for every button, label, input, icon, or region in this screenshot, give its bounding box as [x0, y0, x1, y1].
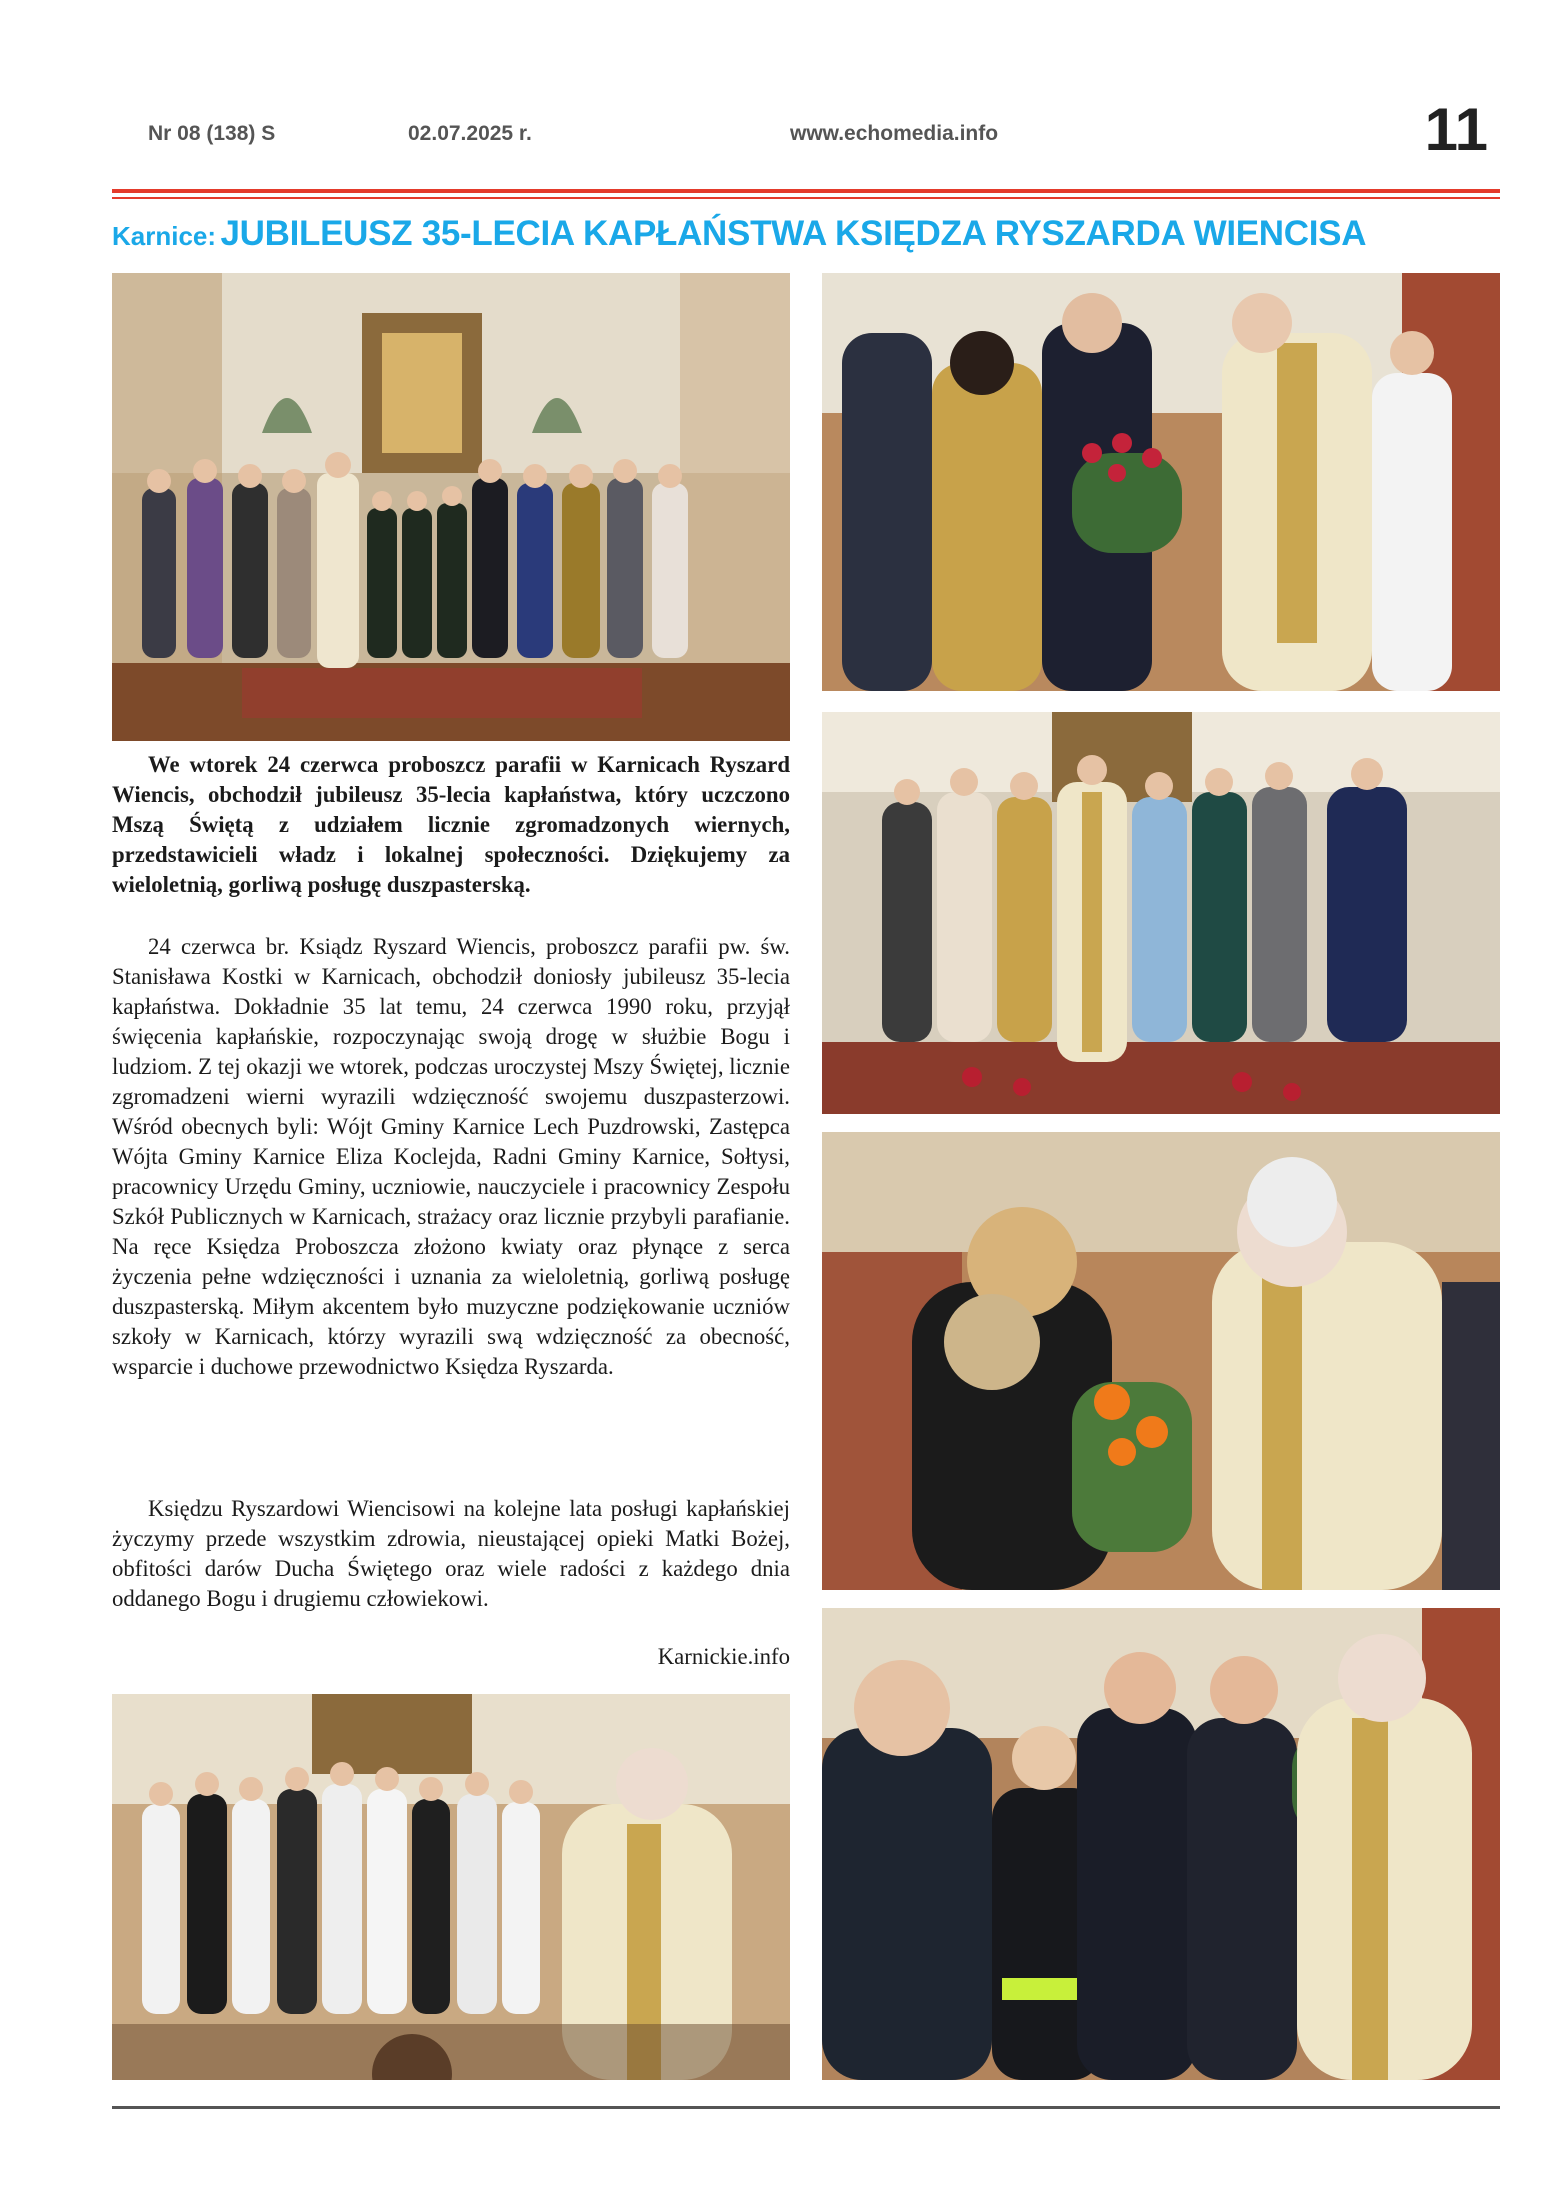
article-headline: [112, 214, 1512, 254]
photo-group-at-altar: [822, 712, 1500, 1114]
lead-paragraph: We wtorek 24 czerwca proboszcz parafii w Karnicach Ryszard Wiencis, obchodził jubileusz 35-lecia kapłaństwa, który uczczono Mszą Świętą z udziałem licznie zgromadzonych wiernych, przedstawicieli władz i lokalnej społeczności. Dziękujemy za wieloletnią, gorliwą posługę duszpasterską.: [112, 752, 790, 897]
body-paragraph-1: 24 czerwca br. Ksiądz Ryszard Wiencis, proboszcz parafii pw. św. Stanisława Kostki w Karnicach, obchodził doniosły jubileusz 35-lecia kapłaństwa. Dokładnie 35 lat temu, 24 czerwca 1990 roku, przyjął święcenia kapłańskie, rozpoczynając swoją drogę w służbie Bogu i ludziom. Z tej okazji we wtorek, podczas uroczystej Mszy Świętej, licznie zgromadzeni wierni wyrazili wdzięczność swojemu duszpasterzowi. Wśród obecnych byli: Wójt Gminy Karnice Lech Puzdrowski, Zastępca Wójta Gminy Karnice Eliza Koclejda, Radni Gminy Karnice, Sołtysi, pracownicy Urzędu Gminy, uczniowie, nauczyciele i pracownicy Zespołu Szkół Publicznych w Karnicach, strażacy oraz licznie przybyli parafianie. Na ręce Księdza Proboszcza złożono kwiaty oraz płynące z serca życzenia pełne wdzięczności i uznania za wieloletnią, gorliwą posługę duszpasterską. Miłym akcentem było muzyczne podziękowanie uczniów szkoły w Karnicach, którzy wyrazili swą wdzięczność za obecność, wsparcie i duchowe przewodnictwo Księdza Ryszarda.: [112, 934, 790, 1379]
photo-students-singing: [112, 1694, 790, 2080]
page-number: 11: [1424, 96, 1488, 163]
issue-number: Nr 08 (138) S: [148, 122, 276, 145]
photo-flowers-presentation: [822, 273, 1500, 691]
photo-group-in-church: [112, 273, 790, 741]
article-body-closing: [112, 1494, 790, 1614]
footer-rule: [112, 2106, 1500, 2109]
photo-firefighters-handshake: [822, 1608, 1500, 2080]
article-body: [112, 932, 790, 1382]
header-rule: [112, 189, 1500, 193]
photo-greeting-priest: [822, 1132, 1500, 1590]
website-link[interactable]: www.echomedia.info: [790, 122, 999, 145]
article-lead: [112, 750, 790, 900]
header-rule-thin: [112, 197, 1500, 199]
headline-location: Karnice:: [112, 221, 217, 251]
article-signature: Karnickie.info: [657, 1644, 790, 1669]
body-paragraph-2: Księdzu Ryszardowi Wiencisowi na kolejne lata posługi kapłańskiej życzymy przede wszystkim zdrowia, nieustającej opieki Matki Bożej, obfitości darów Ducha Świętego oraz wiele radości z każdego dnia oddanego Bogu i drugiemu człowiekowi.: [112, 1496, 790, 1611]
headline-title: JUBILEUSZ 35-LECIA KAPŁAŃSTWA KSIĘDZA RYSZARDA WIENCISA: [220, 214, 1367, 253]
issue-date: 02.07.2025 r.: [408, 122, 532, 145]
